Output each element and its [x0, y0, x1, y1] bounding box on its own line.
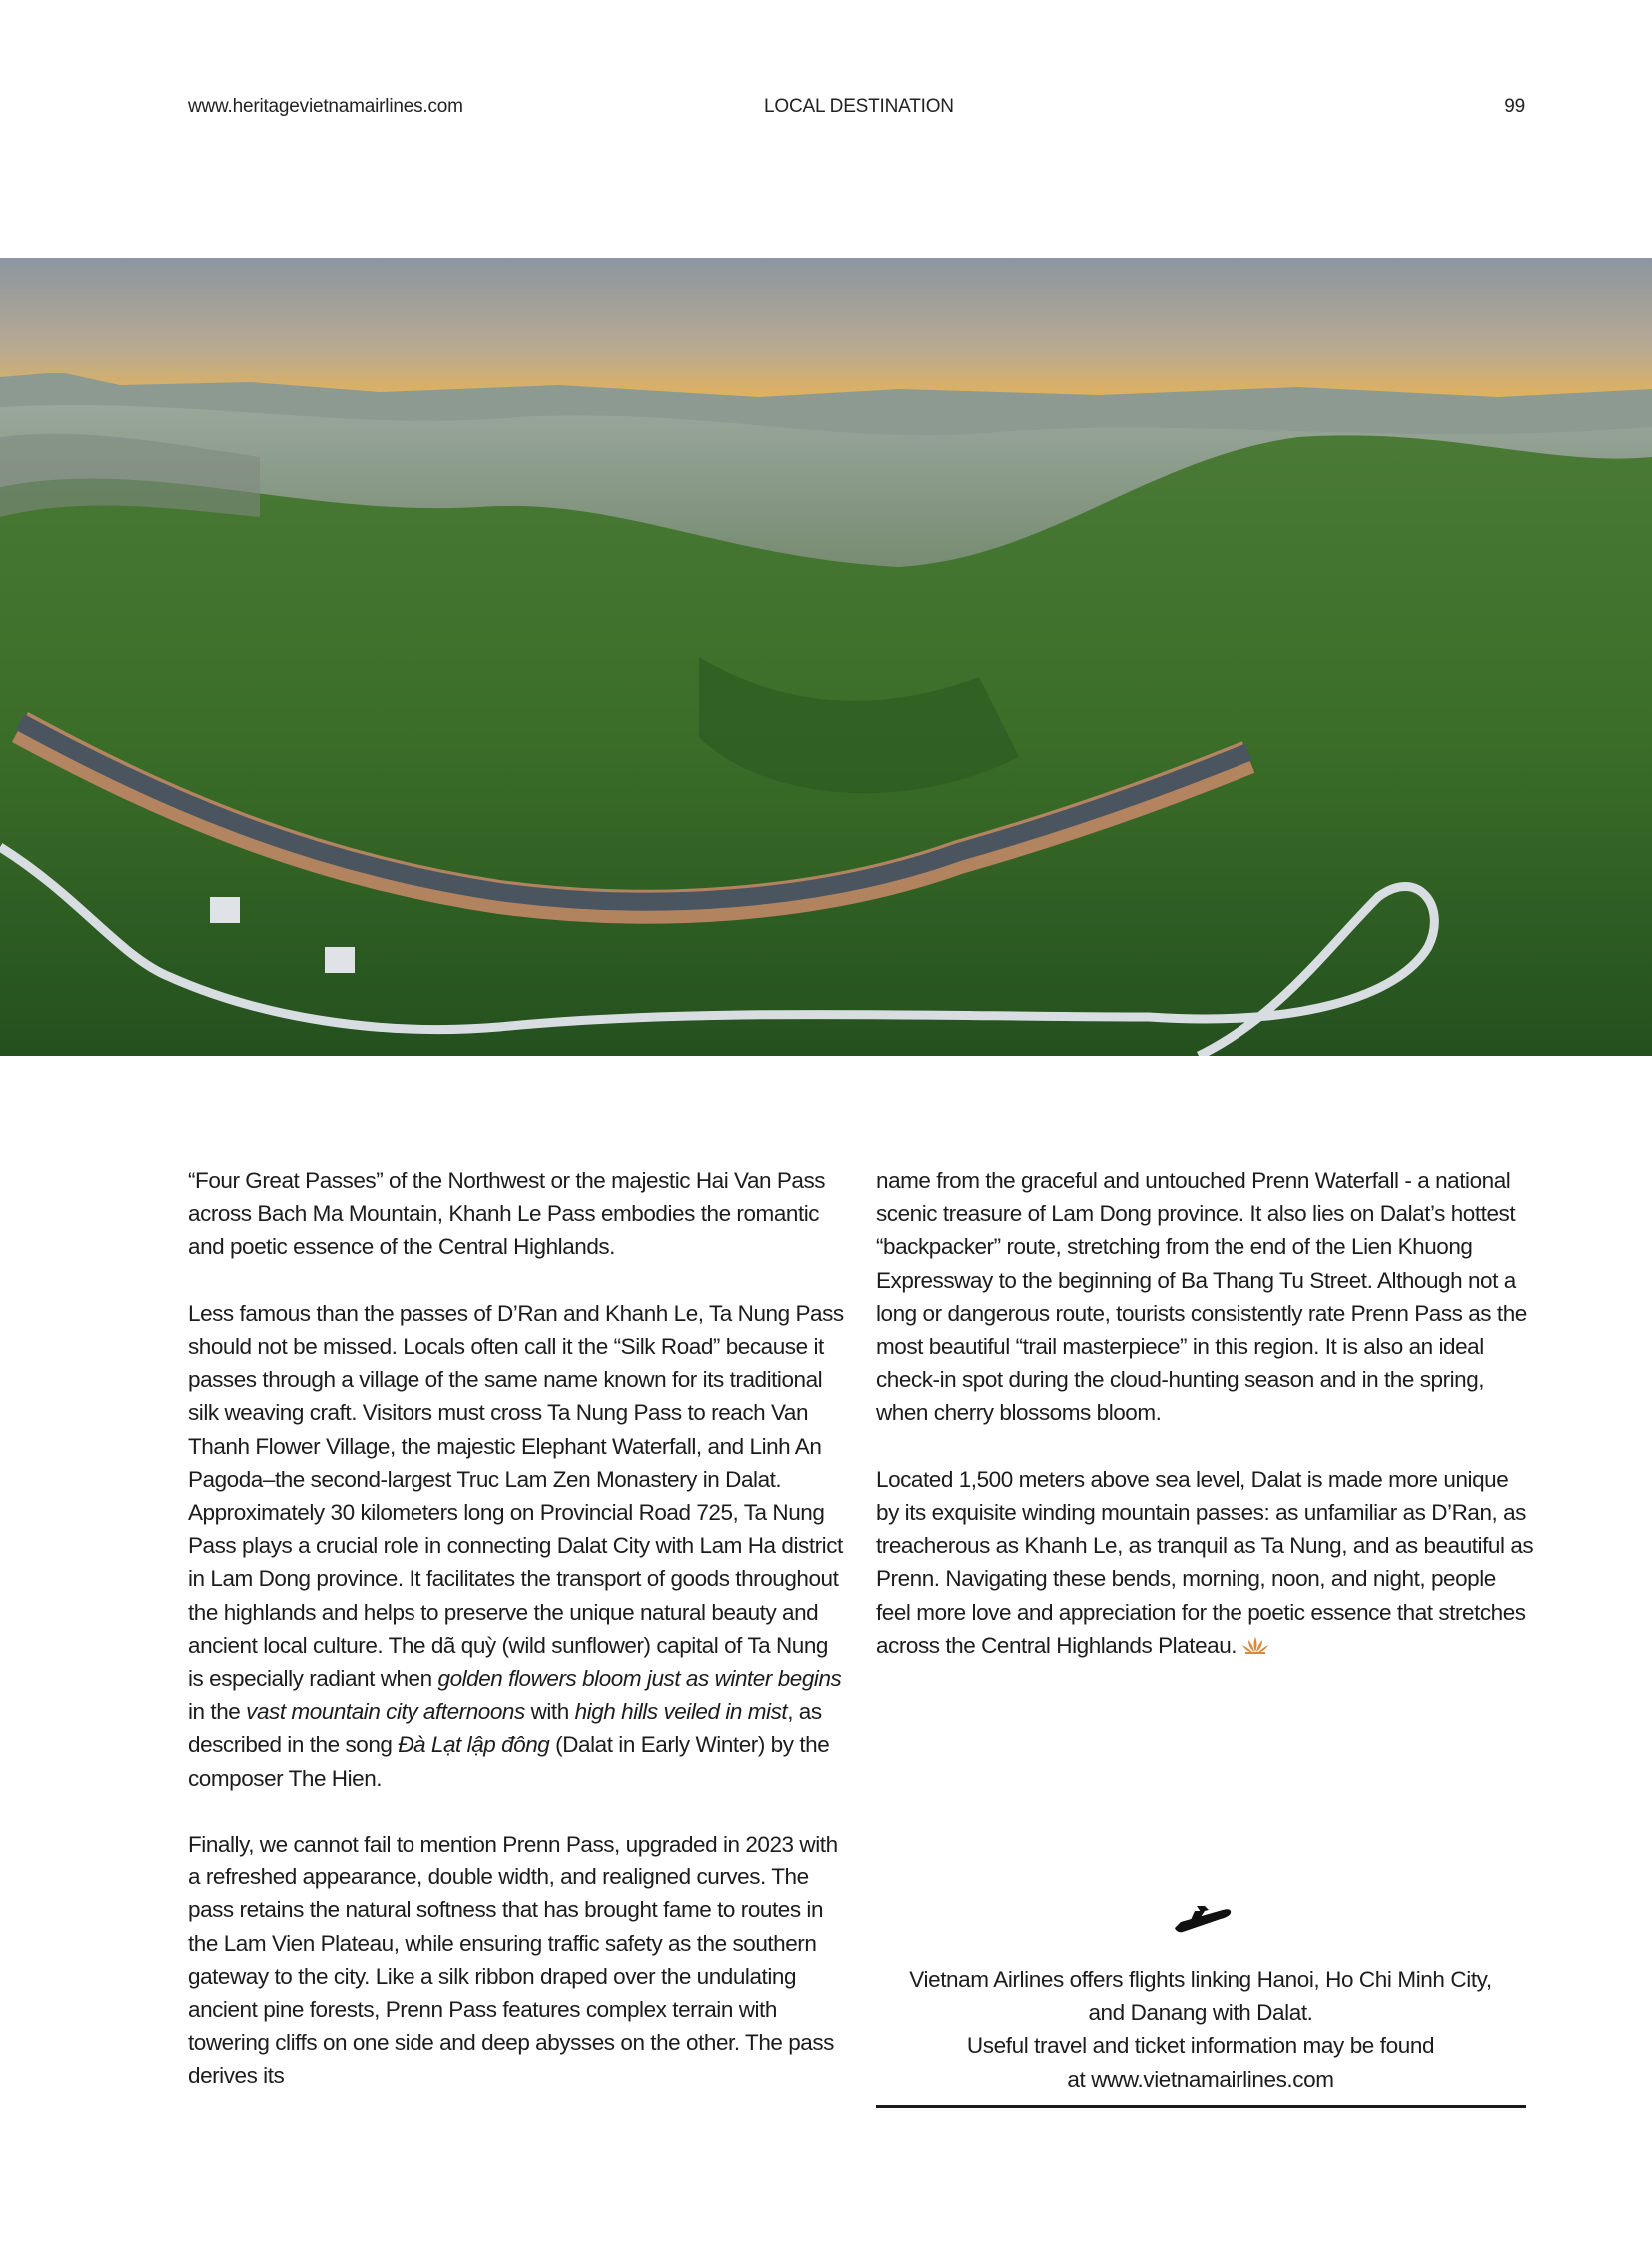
- header-section-title: LOCAL DESTINATION: [764, 96, 954, 117]
- flight-info-box: [876, 1963, 1525, 2096]
- article-left-column: [188, 1164, 847, 2126]
- text: Located 1,500 meters above sea level, Dalat is made more unique by its exquisite winding mountain passes: as unfamiliar as D’Ran, as treacherous as Khanh Le, as tranquil as Ta Nung, and as beautiful as Prenn. Navigating these bends, morning, noon, and night, people feel more love and appreciation for the poetic essence that stretches across the Central Highlands Plateau.: [876, 1466, 1534, 1658]
- cabin: [210, 897, 240, 923]
- header-website[interactable]: www.heritagevietnamairlines.com: [188, 96, 463, 117]
- promo-line: Useful travel and ticket information may be found: [966, 2033, 1435, 2059]
- hero-photo-prenn-pass: [0, 258, 1652, 1056]
- italic-quote: high hills veiled in mist: [574, 1699, 788, 1725]
- page-number: 99: [1504, 96, 1525, 117]
- cabin: [325, 947, 355, 973]
- landscape-illustration: [0, 258, 1652, 1056]
- text: (Dalat in Early Winter) by the composer The Hien.: [188, 1732, 830, 1791]
- article-right-column: [876, 1164, 1535, 1695]
- promo-line: Vietnam Airlines offers flights linking Hanoi, Ho Chi Minh City,: [909, 1967, 1492, 1992]
- promo-link-line[interactable]: at www.vietnamairlines.com: [1067, 2066, 1334, 2092]
- song-title: Đà Lạt lập đông: [398, 1732, 550, 1758]
- text: Less famous than the passes of D’Ran and Khanh Le, Ta Nung Pass should not be missed. Locals often call it the “Silk Road” because it passes through a village of the same name known for its traditional silk weaving craft. Visitors must cross Ta Nung Pass to reach Van Thanh Flower Village, the majestic Elephant Waterfall, and Linh An Pagoda–the second-largest Truc Lam Zen Monastery in Dalat. Approximately 30 kilometers long on Provincial Road 725, Ta Nung Pass plays a crucial role in connecting Dalat City with Lam Ha district in Lam Dong province. It facilitates the transport of goods throughout the highlands and helps to preserve the unique natural beauty and ancient local culture. The dã quỳ (wild sunflower) capital of Ta Nung is especially radiant when: [188, 1300, 844, 1692]
- paragraph-khanh-le: “Four Great Passes” of the Northwest or the majestic Hai Van Pass across Bach Ma Mountain, Khanh Le Pass embodies the romantic and poetic essence of the Central Highlands.: [188, 1168, 826, 1260]
- text: with: [524, 1699, 575, 1725]
- italic-quote: vast mountain city afternoons: [246, 1699, 525, 1725]
- paragraph-prenn-pass: Finally, we cannot fail to mention Prenn Pass, upgraded in 2023 with a refreshed appearance, double width, and realigned curves. The pass retains the natural softness that has brought fame to routes in the Lam Vien Plateau, while ensuring traffic safety as the southern gateway to the city. Like a silk ribbon draped over the undulating ancient pine forests, Prenn Pass features complex terrain with towering cliffs on one side and deep abysses on the other. The pass derives its: [188, 1832, 838, 2089]
- promo-line: and Danang with Dalat.: [1088, 2000, 1313, 2026]
- airplane-takeoff-icon: [1171, 1900, 1233, 1936]
- italic-quote: golden flowers bloom just as winter begins: [437, 1666, 842, 1692]
- text: in the: [188, 1699, 247, 1725]
- paragraph-conclusion: [876, 1463, 1535, 1662]
- paragraph-ta-nung: [188, 1297, 847, 1795]
- lotus-icon: [1240, 1631, 1270, 1651]
- paragraph-prenn-waterfall: name from the graceful and untouched Prenn Waterfall - a national scenic treasure of Lam Dong province. It also lies on Dalat’s hottest “backpacker” route, stretching from the end of the Lien Khuong Expressway to the beginning of Ba Thang Tu Street. Although not a long or dangerous route, tourists consistently rate Prenn Pass as the most beautiful “trail masterpiece” in this region. It is also an ideal check-in spot during the cloud-hunting season and in the spring, when cherry blossoms bloom.: [876, 1168, 1527, 1426]
- text: , as described in the song: [188, 1699, 822, 1758]
- divider-rule: [876, 2105, 1526, 2108]
